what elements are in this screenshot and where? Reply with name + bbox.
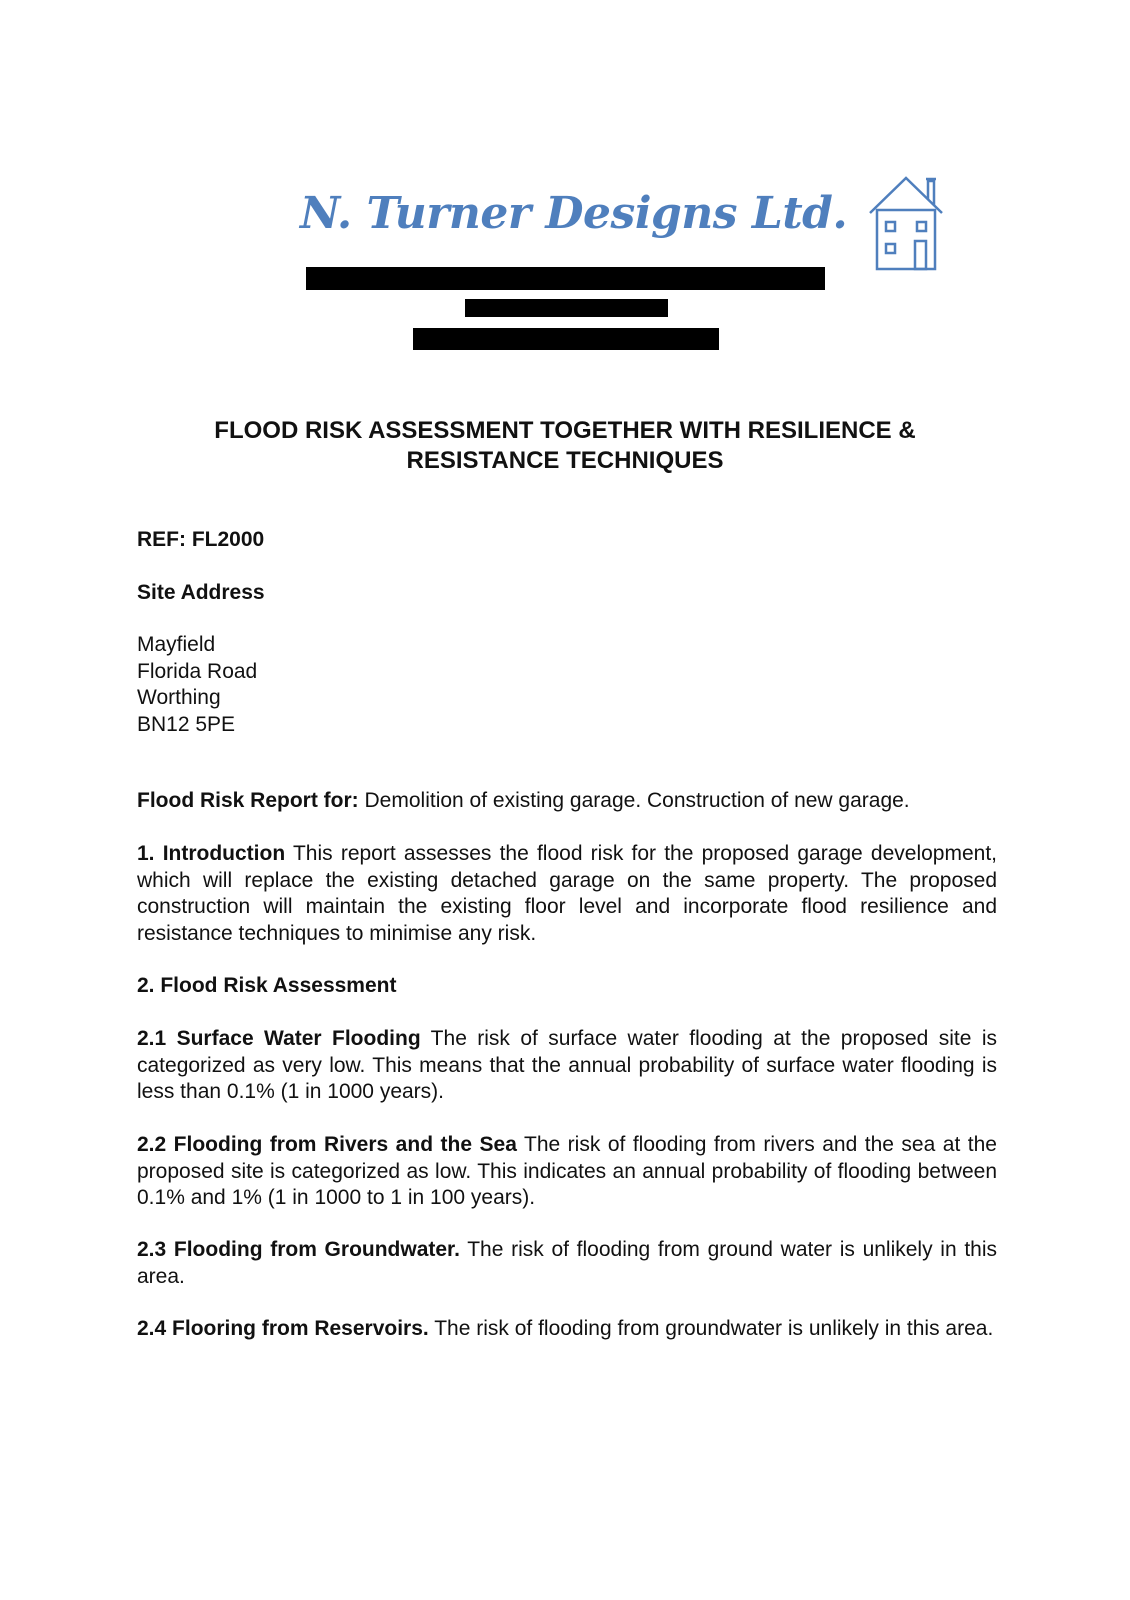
- redacted-bar: [465, 299, 668, 317]
- report-for-text: Demolition of existing garage. Construction of new garage.: [358, 789, 910, 812]
- section-introduction: [137, 841, 997, 947]
- section-2-4: [137, 1316, 997, 1343]
- address-line: BN12 5PE: [137, 712, 236, 736]
- section-heading-flood-risk-assessment: 2. Flood Risk Assessment: [137, 974, 397, 997]
- report-for: [137, 788, 997, 815]
- section-2-1: [137, 1026, 997, 1106]
- redacted-bar: [413, 328, 719, 350]
- section-heading: 2.2 Flooding from Rivers and the Sea: [137, 1133, 517, 1156]
- document-title-line: FLOOD RISK ASSESSMENT TOGETHER WITH RESILIENCE &: [214, 417, 916, 444]
- site-address: [137, 632, 997, 738]
- section-text: The risk of flooding from ground water is unlikely in this area.: [137, 1238, 997, 1288]
- reference-number: REF: FL2000: [137, 528, 265, 551]
- address-line: Worthing: [137, 686, 221, 709]
- redacted-bar: [306, 267, 825, 290]
- site-address-label: Site Address: [137, 581, 265, 604]
- section-heading: 2.4 Flooring from Reservoirs.: [137, 1317, 429, 1340]
- section-2-3: [137, 1237, 997, 1290]
- section-heading: 2.1 Surface Water Flooding: [137, 1027, 421, 1050]
- section-2-2: [137, 1132, 997, 1212]
- address-line: Florida Road: [137, 659, 258, 683]
- section-text: This report assesses the flood risk for the proposed garage development, which will replace the existing detached garage on the same property. The proposed construction will maintain the existing floor level and incorporate flood resilience and resistance techniques to minimise any risk.: [137, 842, 997, 945]
- section-text: The risk of flooding from groundwater is unlikely in this area.: [428, 1317, 994, 1340]
- section-heading: 2.3 Flooding from Groundwater.: [137, 1238, 460, 1261]
- document-title: [130, 416, 1000, 476]
- company-name: N. Turner Designs Ltd.: [300, 188, 848, 239]
- address-line: Mayfield: [137, 633, 216, 656]
- document-title-line: RESISTANCE TECHNIQUES: [406, 447, 724, 474]
- section-text: The risk of surface water flooding at the proposed site is categorized as very low. This means that the annual probability of surface water flooding is less than 0.1% (1 in 1000 years).: [137, 1027, 997, 1103]
- report-for-label: Flood Risk Report for:: [137, 789, 359, 812]
- section-heading: 1. Introduction: [137, 842, 286, 865]
- house-icon: [866, 175, 946, 275]
- section-text: The risk of flooding from rivers and the sea at the proposed site is categorized as low. This indicates an annual probability of flooding between 0.1% and 1% (1 in 1000 to 1 in 100 years).: [137, 1133, 997, 1209]
